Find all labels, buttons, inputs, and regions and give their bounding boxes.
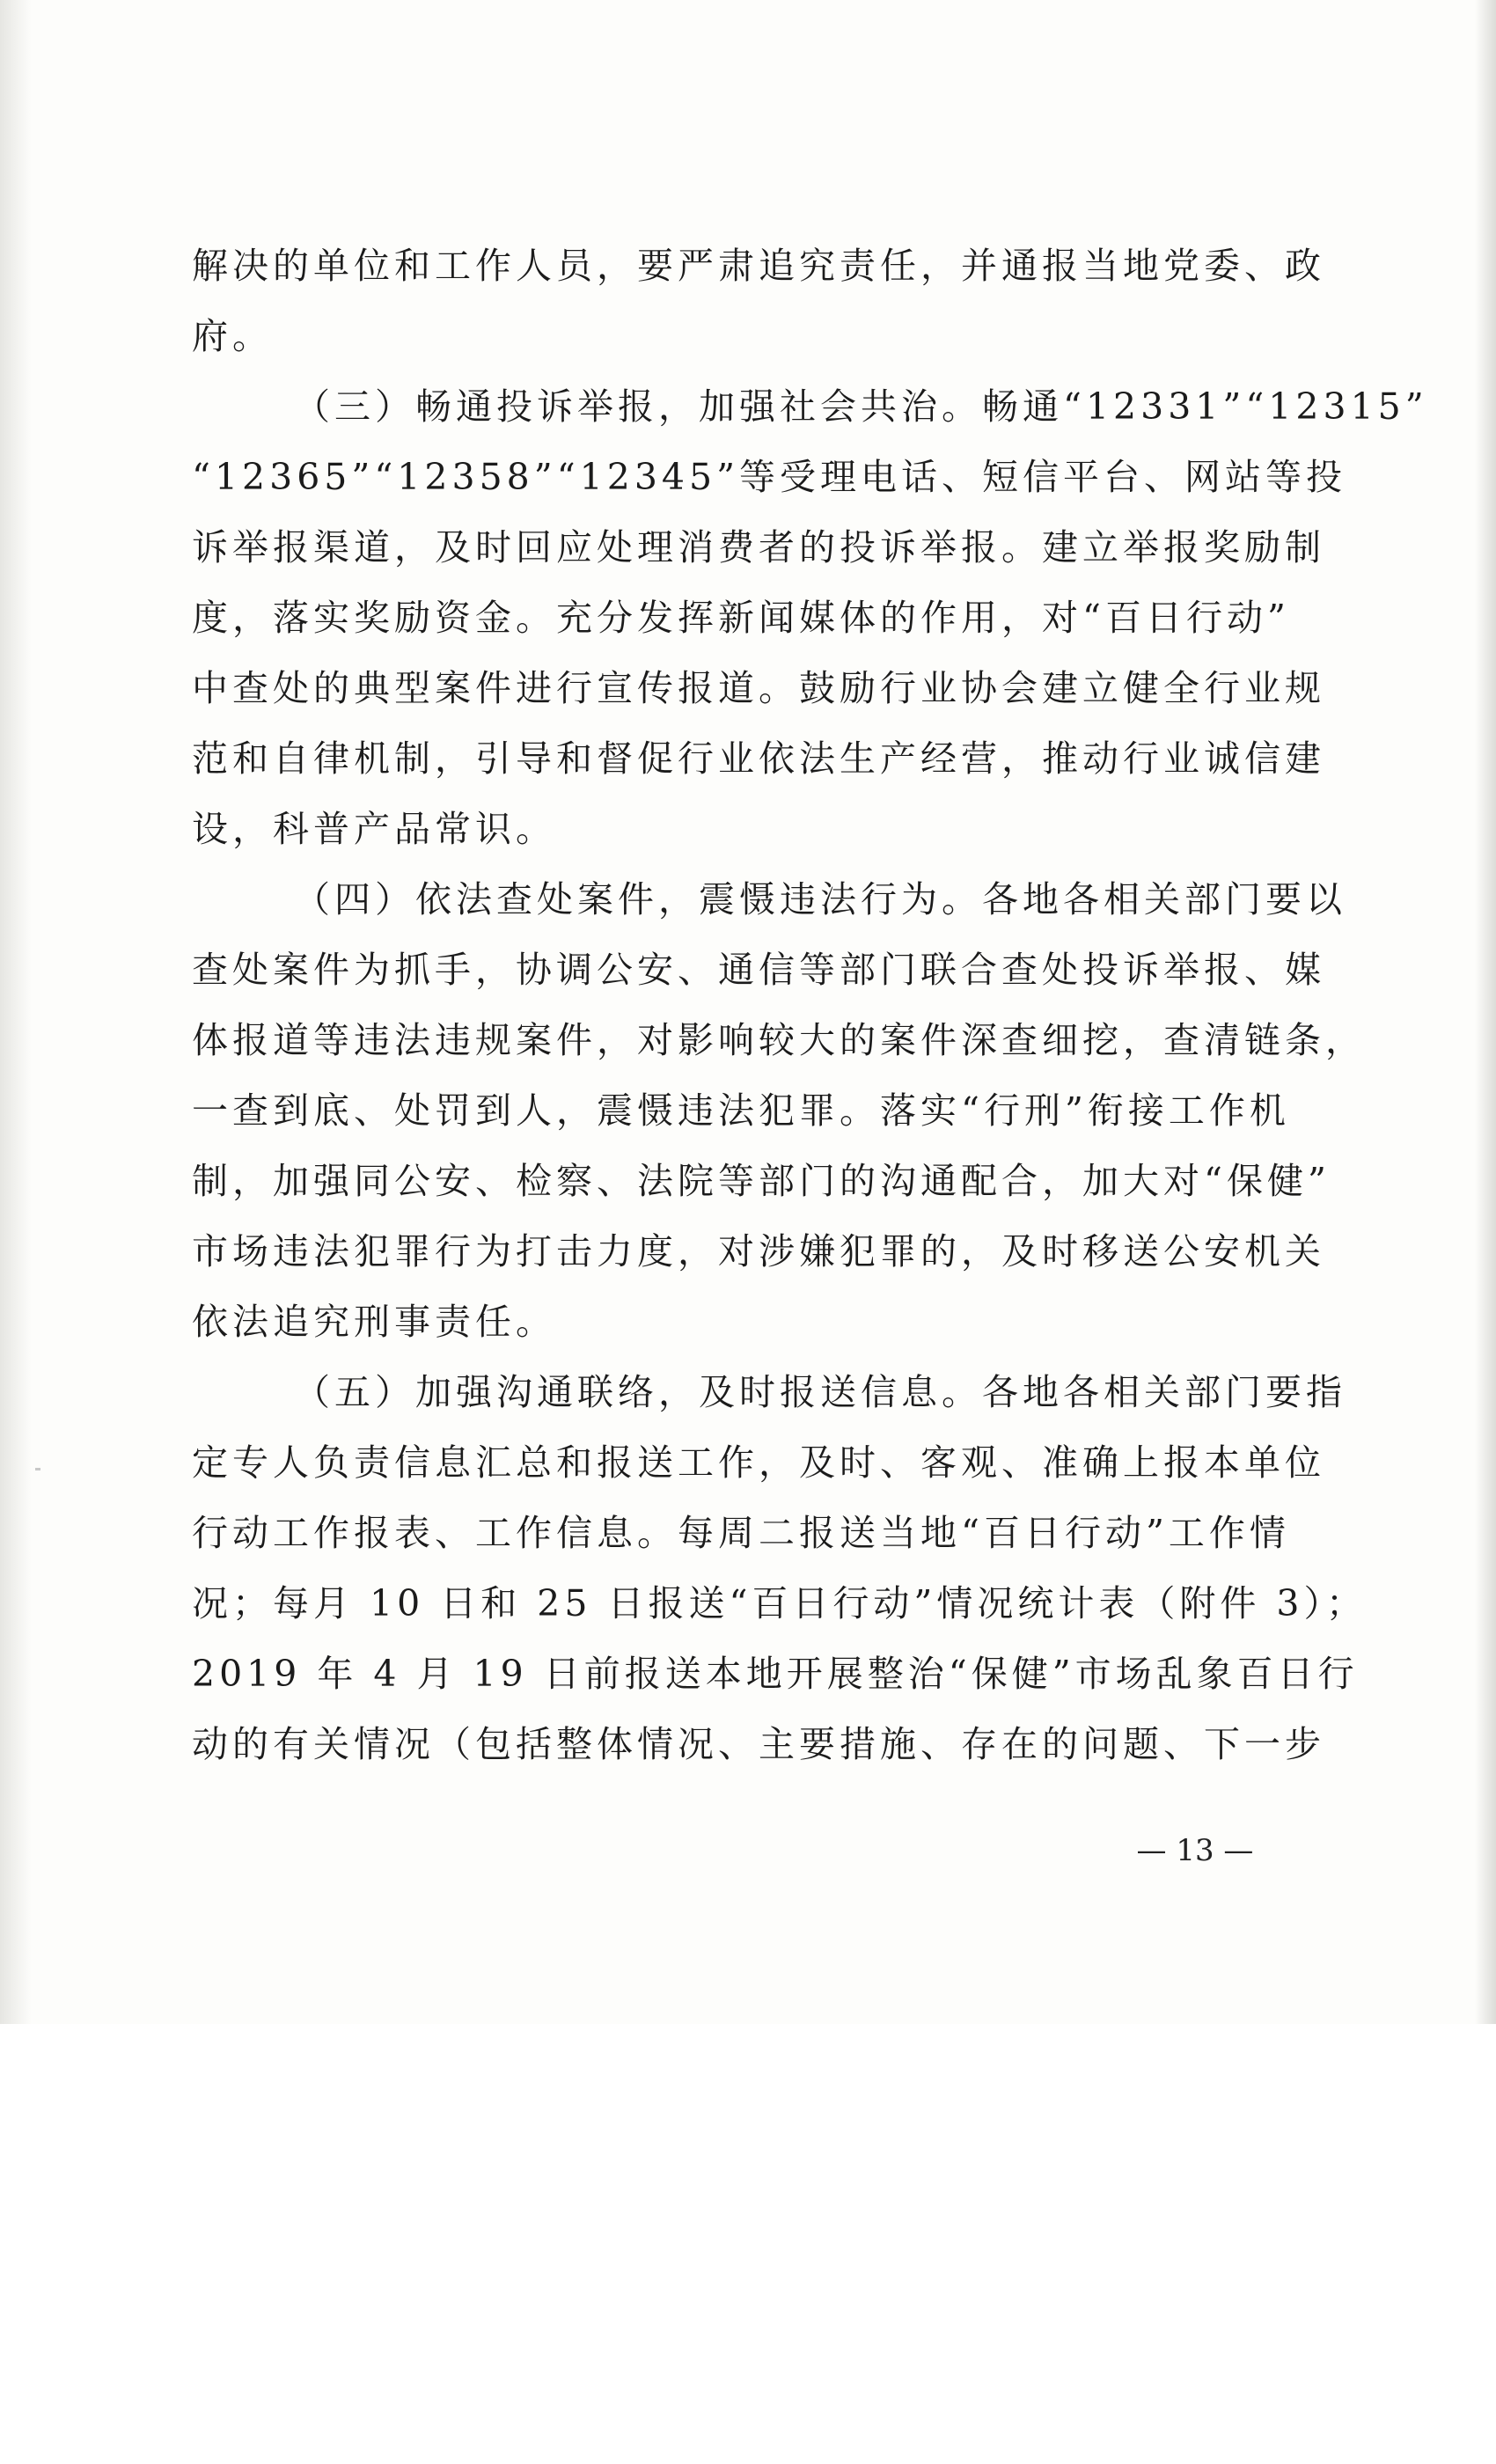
section-heading-3: （三）畅通投诉举报，加强社会共治。畅通“12331”“12315”: [294, 385, 1428, 428]
text-line-15: 市场违法犯罪行为打击力度，对涉嫌犯罪的，及时移送公安机关: [192, 1230, 1325, 1272]
text-line-13: 一查到底、处罚到人，震慑违法犯罪。落实“行刑”衔接工作机: [192, 1089, 1290, 1132]
section-heading-4: （四）依法查处案件，震慑违法行为。各地各相关部门要以: [294, 878, 1346, 920]
text-line-16: 依法追究刑事责任。: [192, 1301, 556, 1343]
scan-speck: [35, 1468, 40, 1470]
text-line-20: 况；每月 10 日和 25 日报送“百日行动”情况统计表（附件 3）；: [192, 1582, 1368, 1624]
text-line-12: 体报道等违法违规案件，对影响较大的案件深查细挖，查清链条，: [192, 1019, 1366, 1061]
body-text: [192, 231, 1428, 1779]
text-line-14: 制，加强同公安、检察、法院等部门的沟通配合，加大对“保健”: [192, 1160, 1331, 1202]
section-heading-5: （五）加强沟通联络，及时报送信息。各地各相关部门要指: [294, 1371, 1346, 1413]
text-line-21: 2019 年 4 月 19 日前报送本地开展整治“保健”市场乱象百日行: [192, 1653, 1359, 1695]
text-line-4: “12365”“12358”“12345”等受理电话、短信平台、网站等投: [192, 456, 1347, 498]
text-line-22: 动的有关情况（包括整体情况、主要措施、存在的问题、下一步: [192, 1723, 1325, 1765]
page-left-edge-shadow: [0, 0, 32, 2024]
text-line-7: 中查处的典型案件进行宣传报道。鼓励行业协会建立健全行业规: [192, 667, 1325, 709]
text-line-1: 解决的单位和工作人员，要严肃追究责任，并通报当地党委、政: [192, 245, 1325, 287]
page-number: — 13 —: [1136, 1833, 1254, 1868]
text-line-8: 范和自律机制，引导和督促行业依法生产经营，推动行业诚信建: [192, 737, 1325, 780]
text-line-19: 行动工作报表、工作信息。每周二报送当地“百日行动”工作情: [192, 1512, 1290, 1554]
text-line-9: 设，科普产品常识。: [192, 808, 556, 850]
text-line-2: 府。: [192, 315, 273, 357]
text-line-5: 诉举报渠道，及时回应处理消费者的投诉举报。建立举报奖励制: [192, 526, 1325, 568]
text-line-11: 查处案件为抓手，协调公安、通信等部门联合查处投诉举报、媒: [192, 949, 1325, 991]
page-right-edge: [1475, 0, 1496, 2024]
text-line-18: 定专人负责信息汇总和报送工作，及时、客观、准确上报本单位: [192, 1441, 1325, 1484]
blank-bottom-area: [0, 2024, 1496, 2464]
text-line-6: 度，落实奖励资金。充分发挥新闻媒体的作用，对“百日行动”: [192, 597, 1290, 639]
